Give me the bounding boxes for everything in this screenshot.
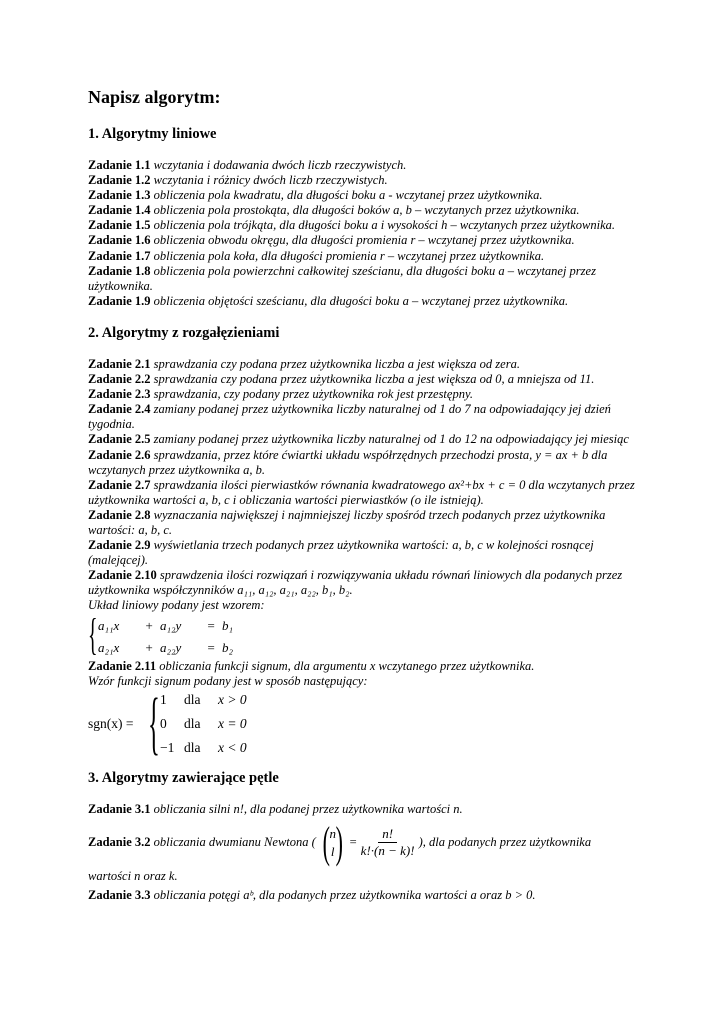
system-intro: Układ liniowy podany jest wzorem: [88,598,265,613]
section-2-tasks [88,356,648,762]
task-2-1: Zadanie 2.1 sprawdzania czy podana przez użytkownika liczba a jest większa od zera. [88,356,520,371]
task-2-7: Zadanie 2.7 sprawdzania ilości pierwiastków równania kwadratowego ax²+bx + c = 0 dla wczytanych przez użytkownika wartości a, b, c i obliczania wartości pierwiastków (o ile istnieją). [88,477,635,507]
binomial-fraction: $\frac{n!}{k!\cdot(n - k)!}$ [360,826,415,859]
task-3-3: Zadanie 3.3 obliczania potęgi aᵇ, dla podanych przez użytkownika wartości a oraz b > 0. [88,887,536,902]
task-1-2: Zadanie 1.2 wczytania i różnicy dwóch liczb rzeczywistych. [88,173,388,188]
task-2-8: Zadanie 2.8 wyznaczania największej i najmniejszej liczby spośród trzech podanych przez użytkownika wartości: a, b, c. [88,507,606,537]
left-brace: { [148,684,160,762]
section-3-tasks [88,802,648,903]
sgn-case-2: 0 dla x = 0 [160,715,247,731]
task-1-5: Zadanie 1.5 obliczenia pola trójkąta, dla długości boku a i wysokości h – wczytanych przez użytkownika. [88,218,616,233]
task-2-11: Zadanie 2.11 obliczania funkcji signum, dla argumentu x wczytanego przez użytkownika. [88,658,535,673]
task-1-3: Zadanie 1.3 obliczenia pola kwadratu, dla długości boku a - wczytanej przez użytkownika. [88,188,543,203]
section-1-tasks [88,158,648,309]
task-2-5: Zadanie 2.5 zamiany podanej przez użytkownika liczby naturalnej od 1 do 12 na odpowiadający jej miesiąc [88,432,629,447]
task-3-1: Zadanie 3.1 obliczania silni n!, dla podanej przez użytkownika wartości n. [88,801,463,816]
section-heading-2: 2. Algorytmy z rozgałęzieniami [88,324,280,341]
document-page [88,86,648,903]
task-2-2: Zadanie 2.2 sprawdzania czy podana przez użytkownika liczba a jest większa od 0, a mniejsza od 11. [88,372,595,387]
task-2-9: Zadanie 2.9 wyświetlania trzech podanych przez użytkownika wartości: a, b, c w kolejności rosnącej (malejącej). [88,538,594,568]
system-row-2: a₂₁x + a₂₂y = b₂ [98,639,234,655]
document-title: Napisz algorytm: [88,87,221,107]
binomial-coefficient: ( n l ) [322,817,343,867]
task-2-10: Zadanie 2.10 sprawdzenia ilości rozwiązań i rozwiązywania układu równań liniowych dla podanych przez użytkownika współczynników a₁₁, a₁₂, a₂₁, a₂₂, b₁, b₂. [88,568,623,598]
task-2-3: Zadanie 2.3 sprawdzania, czy podany przez użytkownika rok jest przestępny. [88,387,473,402]
sgn-case-3: −1 dla x < 0 [160,739,247,755]
task-2-4: Zadanie 2.4 zamiany podanej przez użytkownika liczby naturalnej od 1 do 7 na odpowiadający jej dzień tygodnia. [88,402,611,432]
task-1-6: Zadanie 1.6 obliczenia obwodu okręgu, dla długości promienia r – wczytanej przez użytkownika. [88,233,575,248]
system-row-1: a₁₁x + a₁₂y = b₁ [98,617,234,633]
section-heading-3: 3. Algorytmy zawierające pętle [88,769,279,786]
task-1-9: Zadanie 1.9 obliczenia objętości sześcianu, dla długości boku a – wczytanej przez użytkownika. [88,293,569,308]
signum-formula: sgn(x) = { 1 dla x > 0 0 dla x = 0 −1 dla x < 0 [88,684,247,762]
task-1-1: Zadanie 1.1 wczytania i dodawania dwóch liczb rzeczywistych. [88,158,407,172]
sgn-case-1: 1 dla x > 0 [160,691,247,707]
task-1-7: Zadanie 1.7 obliczenia pola koła, dla długości promienia r – wczytanej przez użytkownika. [88,248,545,263]
task-1-4: Zadanie 1.4 obliczenia pola prostokąta, dla długości boków a, b – wczytanych przez użytkownika. [88,203,580,218]
task-3-2: Zadanie 3.2 obliczania dwumianu Newtona ( ( n l ) = $\frac{n!}{k!\cdot(n - k)!}$ ), dla podanych przez użytkownika [88,817,592,867]
left-brace: { [88,609,98,659]
task-3-2-cont: wartości n oraz k. [88,868,178,883]
task-2-6: Zadanie 2.6 sprawdzania, przez które ćwiartki układu współrzędnych przechodzi prosta, y = ax + b dla wczytanych przez użytkownika a, b. [88,447,608,477]
sgn-intro: Wzór funkcji signum podany jest w sposób następujący: [88,673,368,688]
section-heading-1: 1. Algorytmy liniowe [88,126,217,142]
task-1-8: Zadanie 1.8 obliczenia pola powierzchni całkowitej sześcianu, dla długości boku a – wczytanej przez użytkownika. [88,263,596,293]
linear-system-formula [88,609,648,659]
